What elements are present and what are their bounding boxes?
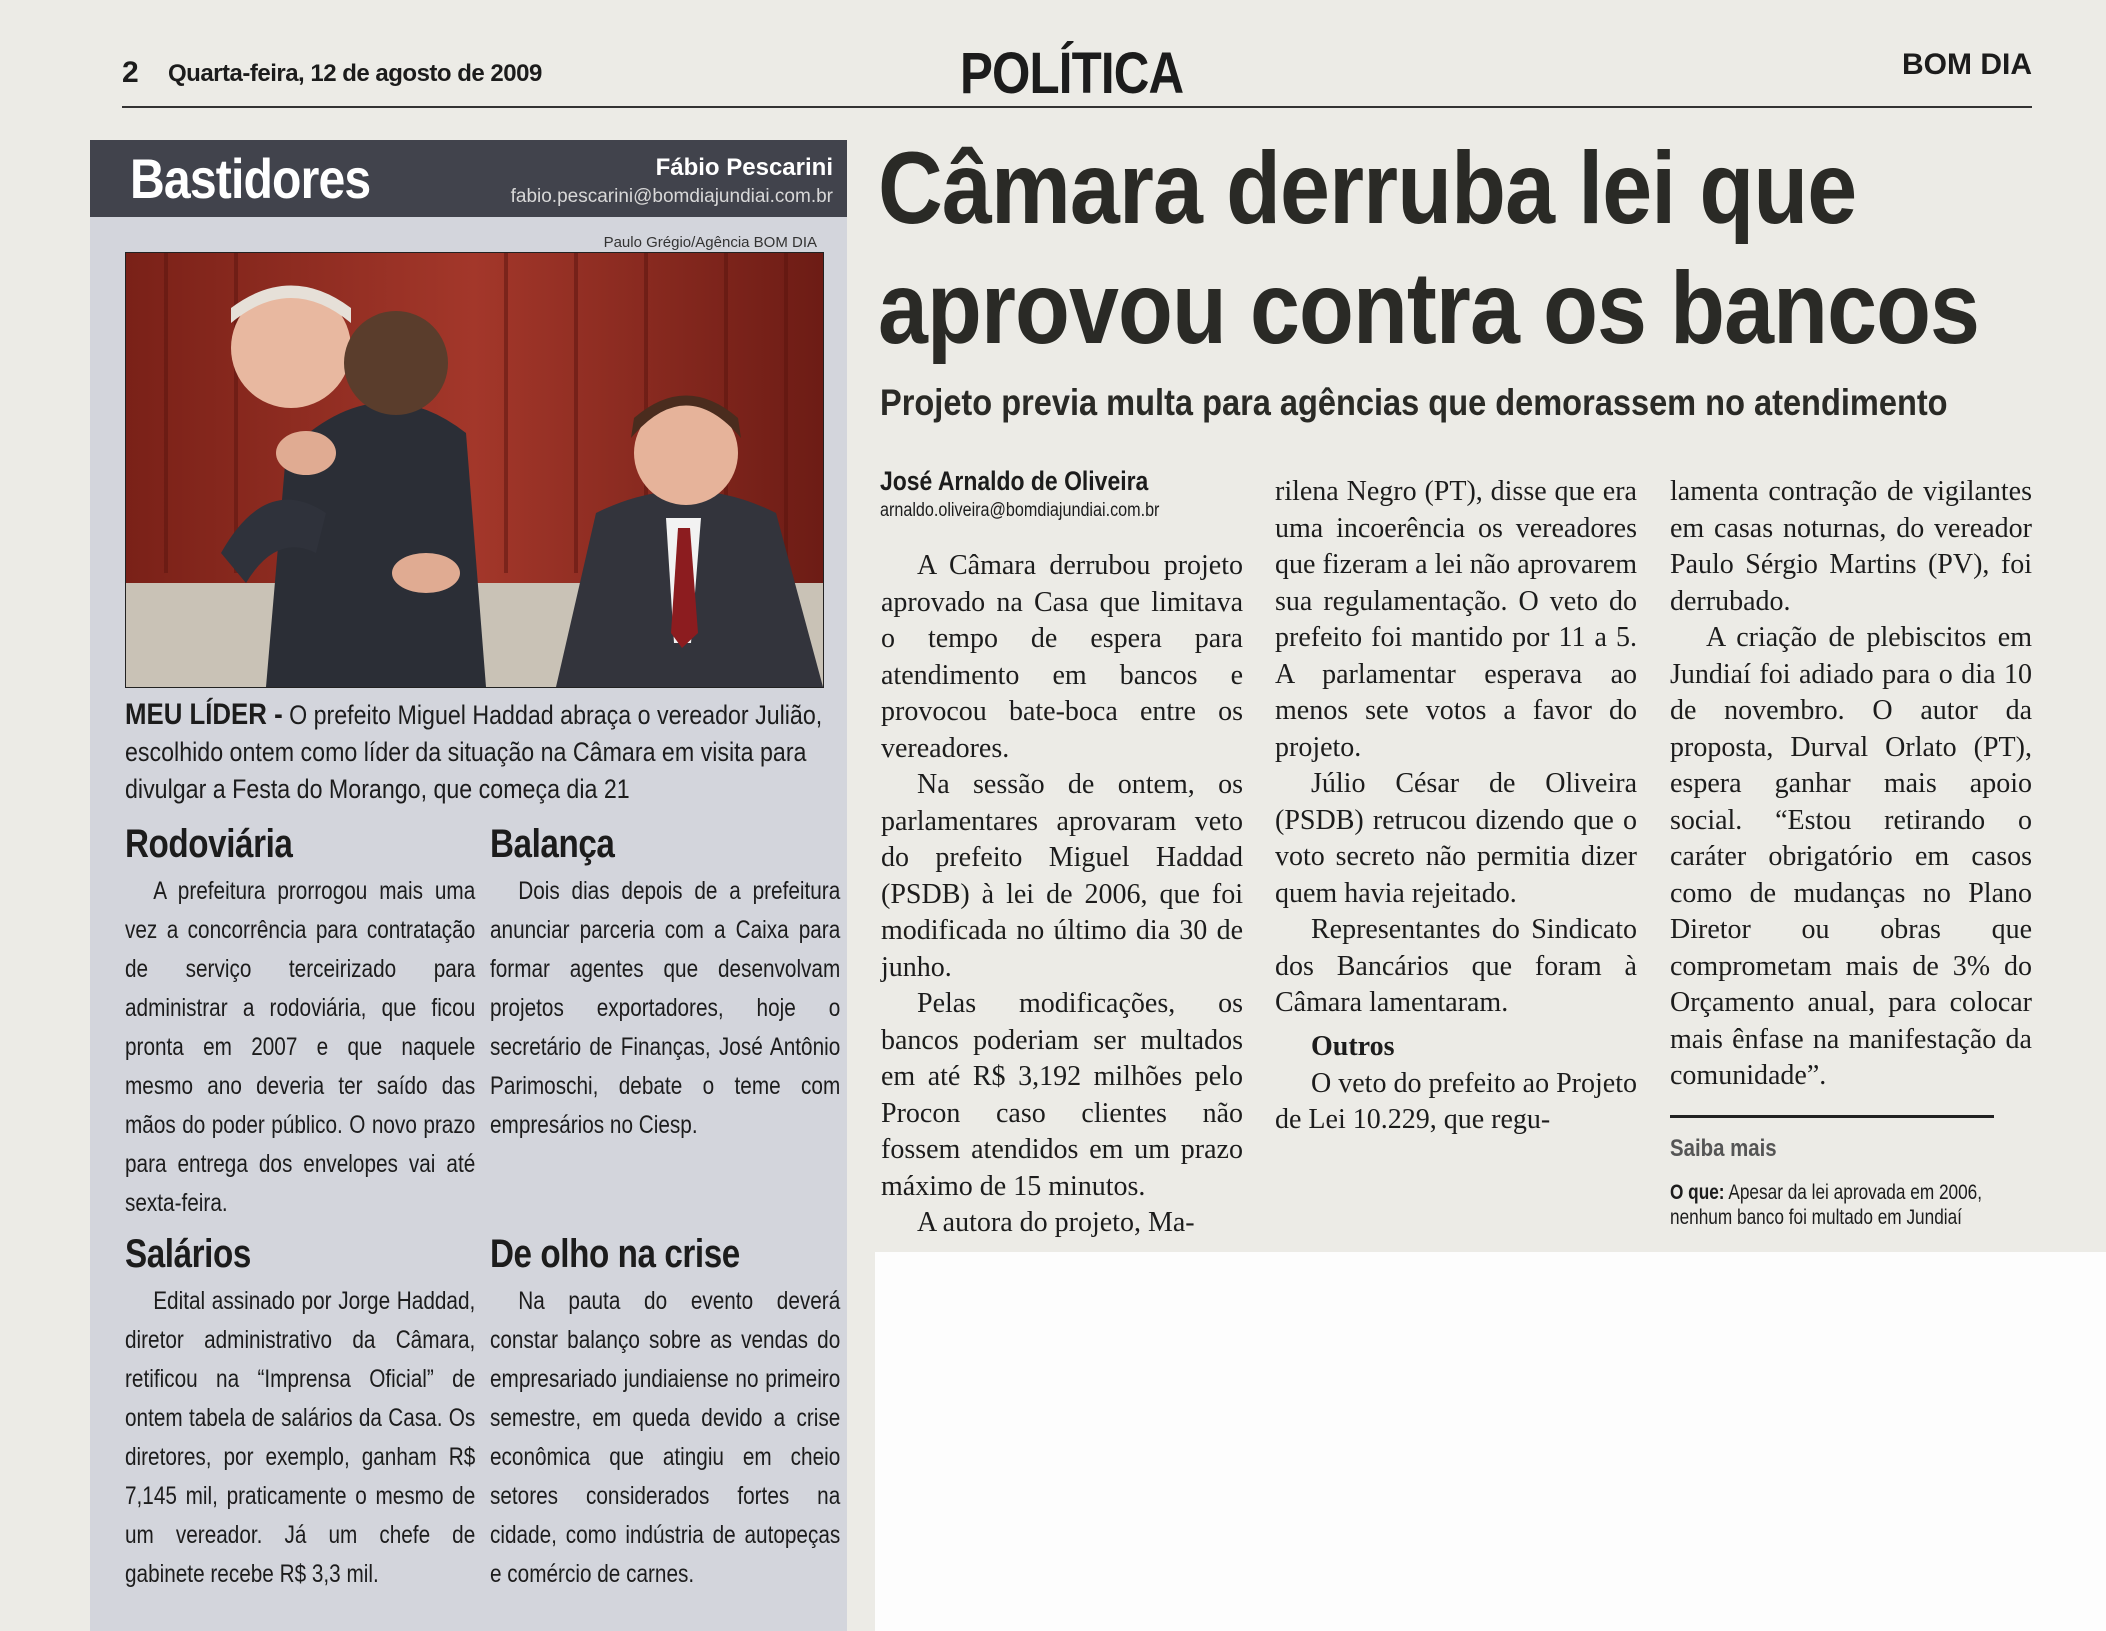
note-text: A prefeitura prorrogou mais uma vez a concorrência para contratação de serviço terceirizado para administrar a rodoviária, que ficou pronta em 2007 e que naquele mesmo ano deveria ter saído das mãos do poder público. O novo prazo para entrega dos envelopes vai até sexta-feira. — [125, 877, 476, 1217]
note-heading: De olho na crise — [490, 1232, 740, 1276]
photo-illustration — [126, 253, 823, 687]
article-column-2 — [1275, 474, 1637, 1139]
article-paragraph: O veto do prefeito ao Projeto de Lei 10.229, que regu- — [1275, 1067, 1637, 1135]
article-column-3 — [1670, 474, 2032, 1095]
article-paragraph: A criação de plebiscitos em Jundiaí foi adiado para o dia 10 de novembro. O autor da proposta, Durval Orlato (PT), espera ganhar mais apoio social. “Estou retirando o caráter obrigatório em casos como de mudanças no Plano Diretor ou obras que comprometam mais de 3% do Orçamento anual, para colocar mais ênfase na manifestação da comunidade”. — [1670, 622, 2032, 1091]
note-de-olho-na-crise — [490, 1230, 840, 1594]
note-heading: Balança — [490, 822, 615, 866]
page-number: 2 — [122, 56, 139, 89]
article-byline-email: arnaldo.oliveira@bomdiajundiai.com.br — [880, 500, 1160, 521]
saiba-mais-title: Saiba mais — [1670, 1135, 1777, 1162]
headline-line-2: aprovou contra os bancos — [878, 251, 1980, 365]
headline-line-1: Câmara derruba lei que — [878, 131, 1857, 245]
caption-text: O prefeito Miguel Haddad abraça o vereador Julião, escolhido ontem como líder da situação na Câmara em visita para divulgar a Festa do Morango, que começa dia 21 — [125, 700, 823, 804]
column-header — [90, 140, 847, 217]
article-paragraph: lamenta contração de vigilantes em casas noturnas, do vereador Paulo Sérgio Martins (PV), foi derrubado. — [1670, 476, 2032, 617]
article-paragraph: Júlio César de Oliveira (PSDB) retrucou dizendo que o voto secreto não permitia dizer quem havia rejeitado. — [1275, 768, 1637, 909]
newspaper-name: BOM DIA — [1902, 48, 2032, 81]
note-text: Na pauta do evento deverá constar balanço sobre as vendas do empresariado jundiaiense no primeiro semestre, em queda devido a crise econômica que atingiu em cheio setores considerados fortes na cidade, como indústria de autopeças e comércio de carnes. — [490, 1287, 841, 1588]
caption-lead: MEU LÍDER - — [125, 698, 283, 731]
article-paragraph: A autora do projeto, Ma- — [917, 1207, 1195, 1238]
saiba-mais-body: Apesar da lei aprovada em 2006, nenhum banco foi multado em Jundiaí — [1670, 1181, 1983, 1229]
article-headline — [878, 128, 1987, 368]
section-title: POLÍTICA — [960, 41, 1184, 106]
article-paragraph: Pelas modificações, os bancos poderiam ser multados em até R$ 3,192 milhões pelo Procon caso clientes não fossem atendidos em um prazo máximo de 15 minutos. — [881, 988, 1243, 1202]
article-paragraph: rilena Negro (PT), disse que era uma incoerência os vereadores que fizeram a lei não aprovarem sua regulamentação. O veto do prefeito foi mantido por 11 a 5. A parlamentar esperava ao menos sete votos a favor do projeto. — [1275, 476, 1637, 763]
saiba-mais-text — [1670, 1180, 2023, 1230]
note-heading: Salários — [125, 1232, 251, 1276]
article-paragraph: A Câmara derrubou projeto aprovado na Casa que limitava o tempo de espera para atendimento em bancos e provocou bate-boca entre os vereadores. — [881, 550, 1243, 764]
column-author-email: fabio.pescarini@bomdiajundiai.com.br — [510, 186, 833, 207]
note-balanca — [490, 820, 840, 1145]
page-header — [122, 40, 2032, 108]
edition-date: Quarta-feira, 12 de agosto de 2009 — [168, 60, 542, 87]
bastidores-column — [90, 140, 847, 1631]
article-intertitle: Outros — [1311, 1030, 1395, 1062]
article-paragraph: Na sessão de ontem, os parlamentares aprovaram veto do prefeito Miguel Haddad (PSDB) à lei de 2006, que foi modificada no último dia 30 de junho. — [881, 769, 1243, 983]
article-byline: José Arnaldo de Oliveira — [880, 466, 1149, 496]
news-photo — [125, 252, 824, 688]
saiba-mais-divider — [1670, 1115, 1994, 1118]
article-paragraph: Representantes do Sindicato dos Bancários que foram à Câmara lamentaram. — [1275, 914, 1637, 1018]
note-text: Edital assinado por Jorge Haddad, diretor administrativo da Câmara, retificou na “Imprensa Oficial” de ontem tabela de salários da Casa. Os diretores, por exemplo, ganham R$ 7,145 mil, praticamente o mesmo de um vereador. Já um chefe de gabinete recebe R$ 3,3 mil. — [125, 1287, 476, 1588]
note-rodoviaria — [125, 820, 475, 1223]
photo-caption — [125, 696, 827, 808]
note-text: Dois dias depois de a prefeitura anunciar parceria com a Caixa para formar agentes que desenvolvam projetos exportadores, hoje o secretário de Finanças, José Antônio Parimoschi, debate o teme com empresários no Ciesp. — [490, 877, 841, 1139]
note-salarios — [125, 1230, 475, 1594]
column-title: Bastidores — [130, 147, 371, 210]
article-column-1 — [881, 548, 1243, 1242]
article-subhead: Projeto previa multa para agências que demorassem no atendimento — [880, 382, 1948, 423]
column-author: Fábio Pescarini — [655, 154, 833, 181]
photo-credit: Paulo Grégio/Agência BOM DIA — [603, 234, 817, 251]
saiba-mais-label: O que: — [1670, 1181, 1725, 1204]
blank-area — [875, 1252, 2106, 1631]
note-heading: Rodoviária — [125, 822, 293, 866]
